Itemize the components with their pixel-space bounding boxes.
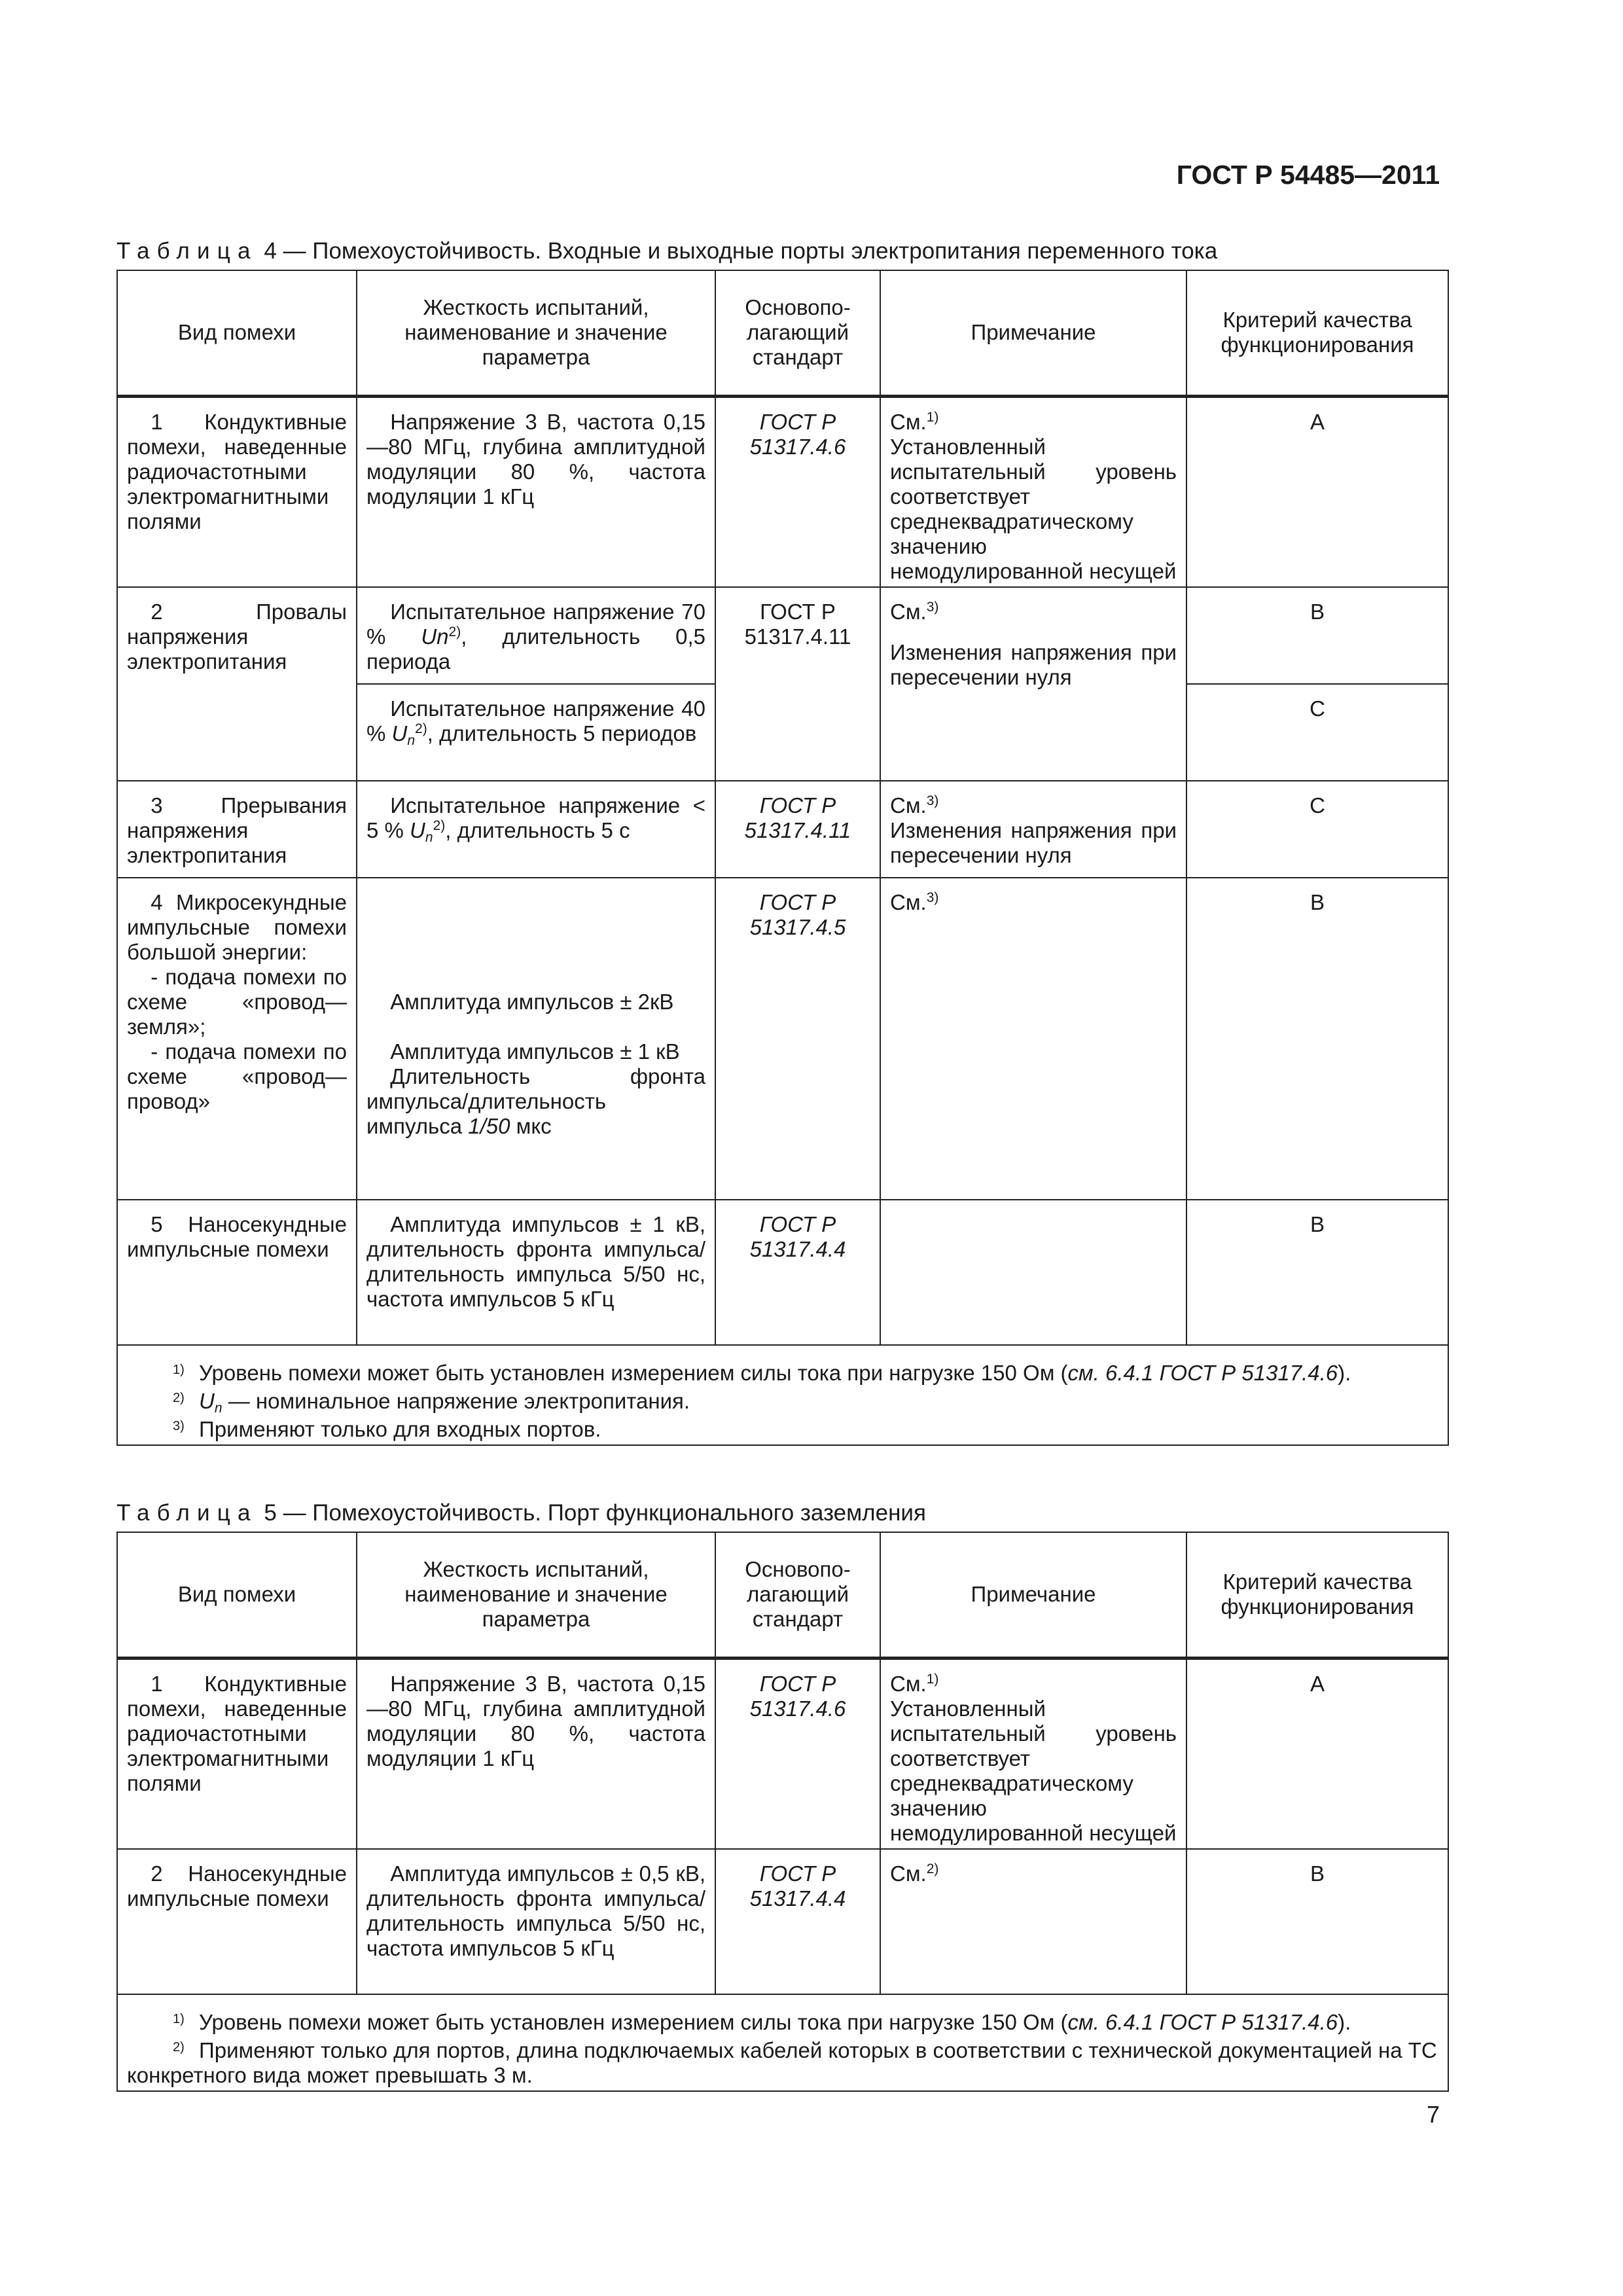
header-note: Примечание xyxy=(880,270,1186,396)
interference-type: 4 Микросекундные импульсные помехи большой энергии: xyxy=(127,889,347,964)
table4-caption xyxy=(116,238,1217,264)
header-note: Примечание xyxy=(880,1532,1186,1658)
footnote: $^{1)}$ Уровень помехи может быть установлен измерением силы тока при нагрузке 150 Ом (см. 6.4.1 ГОСТ Р 51317.4.6). xyxy=(173,2009,1351,2034)
interference-type: 2 Наносекундные импульсные помехи xyxy=(127,1861,347,1910)
test-severity: Амплитуда импульсов ± 2кВ xyxy=(390,989,674,1014)
test-severity: Амплитуда импульсов ± 1 кВ xyxy=(390,1039,680,1064)
note-text: Изменения напряжения при пересечении нуля xyxy=(890,639,1177,689)
header-criterion: Критерий качества функционирования xyxy=(1186,270,1448,396)
note-reference: См.$^{1)}$ xyxy=(890,409,939,434)
base-standard: ГОСТ Р 51317.4.4 xyxy=(715,1849,880,1994)
interference-type: 3 Прерывания напряжения электропитания xyxy=(127,793,347,867)
quality-criterion: А xyxy=(1186,1658,1448,1849)
base-standard: ГОСТ Р 51317.4.5 xyxy=(715,878,880,1200)
base-standard: ГОСТ Р 51317.4.11 xyxy=(715,587,880,781)
header-severity: Жесткость испытаний, наименование и значение параметра xyxy=(357,270,715,396)
table-row xyxy=(117,1200,1448,1345)
document-code: ГОСТ Р 54485—2011 xyxy=(1176,160,1440,190)
note-reference: См.$^{2)}$ xyxy=(890,1861,939,1886)
test-severity: Амплитуда импульсов ± 1 кВ, длительность фронта импульса/длительность импульса 5/50 нс, частота импульсов 5 кГц xyxy=(366,1211,705,1311)
note-text: Установленный испытательный уровень соответствует среднеквадратическому значению немодулированной несущей xyxy=(890,1696,1177,1845)
base-standard: ГОСТ Р 51317.4.4 xyxy=(715,1200,880,1345)
note-reference: См.$^{3)}$ xyxy=(890,793,939,817)
interference-type: 1 Кондуктивные помехи, наведенные радиочастотными электромагнитными полями xyxy=(127,409,347,533)
footnote: $^{2)}$ $U_n$ — номинальное напряжение электропитания. xyxy=(173,1388,690,1416)
quality-criterion: С xyxy=(1186,684,1448,781)
footnote: $^{3)}$ Применяют только для входных портов. xyxy=(173,1416,601,1441)
test-severity: Испытательное напряжение 40 % $U_n^{2)}$, длительность 5 периодов xyxy=(366,696,705,748)
header-type: Вид помехи xyxy=(117,270,357,396)
table-row xyxy=(117,396,1448,587)
table5-caption-text: 5 — Помехоустойчивость. Порт функционального заземления xyxy=(264,1500,926,1526)
table-row xyxy=(117,1849,1448,1994)
interference-subtype: - подача помехи по схеме «провод—провод» xyxy=(127,1039,347,1113)
test-severity: Длительность фронта импульса/длительность импульса 1/50 мкс xyxy=(366,1064,705,1138)
quality-criterion: В xyxy=(1186,878,1448,1200)
test-severity: Амплитуда импульсов ± 0,5 кВ, длительность фронта импульса/длительность импульса 5/50 нс, частота импульсов 5 кГц xyxy=(366,1861,705,1960)
note-text: Установленный испытательный уровень соответствует среднеквадратическому значению немодулированной несущей xyxy=(890,434,1177,583)
table5-footnotes-row xyxy=(117,1994,1448,2091)
test-severity: Испытательное напряжение 70 % Un$^{2)}$, длительность 0,5 периода xyxy=(366,599,705,673)
table4-footnotes-row xyxy=(117,1345,1448,1445)
interference-subtype: - подача помехи по схеме «провод—земля»; xyxy=(127,964,347,1039)
table4-header-row xyxy=(117,270,1448,396)
page-number: 7 xyxy=(1426,2101,1440,2128)
table-row xyxy=(117,587,1448,684)
quality-criterion: С xyxy=(1186,781,1448,878)
quality-criterion: В xyxy=(1186,1849,1448,1994)
table4 xyxy=(116,270,1449,1446)
test-severity: Напряжение 3 В, частота 0,15—80 МГц, глубина амплитудной модуляции 80 %, частота модуляции 1 кГц xyxy=(366,409,705,509)
note-reference: См.$^{1)}$ xyxy=(890,1671,939,1696)
quality-criterion: А xyxy=(1186,396,1448,587)
header-standard: Основопо-лагающий стандарт xyxy=(715,270,880,396)
note-text: Изменения напряжения при пересечении нуля xyxy=(890,817,1177,867)
table5 xyxy=(116,1532,1449,2092)
table-row xyxy=(117,1658,1448,1849)
note-empty xyxy=(880,1200,1186,1345)
interference-type: 2 Провалы напряжения электропитания xyxy=(127,599,347,673)
header-standard: Основопо-лагающий стандарт xyxy=(715,1532,880,1658)
header-criterion: Критерий качества функционирования xyxy=(1186,1532,1448,1658)
base-standard: ГОСТ Р 51317.4.6 xyxy=(715,396,880,587)
quality-criterion: В xyxy=(1186,1200,1448,1345)
table4-caption-word: Таблица xyxy=(116,238,258,264)
interference-type: 5 Наносекундные импульсные помехи xyxy=(127,1211,347,1261)
quality-criterion: В xyxy=(1186,587,1448,684)
note-reference: См.$^{3)}$ xyxy=(890,599,939,624)
test-severity: Напряжение 3 В, частота 0,15—80 МГц, глубина амплитудной модуляции 80 %, частота модуляции 1 кГц xyxy=(366,1671,705,1770)
table5-caption xyxy=(116,1500,926,1526)
base-standard: ГОСТ Р 51317.4.11 xyxy=(715,781,880,878)
base-standard: ГОСТ Р 51317.4.6 xyxy=(715,1658,880,1849)
table-row xyxy=(117,781,1448,878)
note-reference: См.$^{3)}$ xyxy=(890,889,939,914)
interference-type: 1 Кондуктивные помехи, наведенные радиочастотными электромагнитными полями xyxy=(127,1671,347,1795)
footnote: $^{2)}$ Применяют только для портов, длина подключаемых кабелей которых в соответствии с технической документацией на ТС конкретного вида может превышать 3 м. xyxy=(127,2037,1437,2087)
table5-header-row xyxy=(117,1532,1448,1658)
footnote: $^{1)}$ Уровень помехи может быть установлен измерением силы тока при нагрузке 150 Ом (см. 6.4.1 ГОСТ Р 51317.4.6). xyxy=(173,1360,1351,1385)
test-severity: Испытательное напряжение < 5 % $U_n^{2)}$, длительность 5 с xyxy=(366,793,705,845)
table5-caption-word: Таблица xyxy=(116,1500,258,1526)
header-type: Вид помехи xyxy=(117,1532,357,1658)
table-row xyxy=(117,878,1448,1200)
table4-caption-text: 4 — Помехоустойчивость. Входные и выходные порты электропитания переменного тока xyxy=(264,238,1218,264)
header-severity: Жесткость испытаний, наименование и значение параметра xyxy=(357,1532,715,1658)
